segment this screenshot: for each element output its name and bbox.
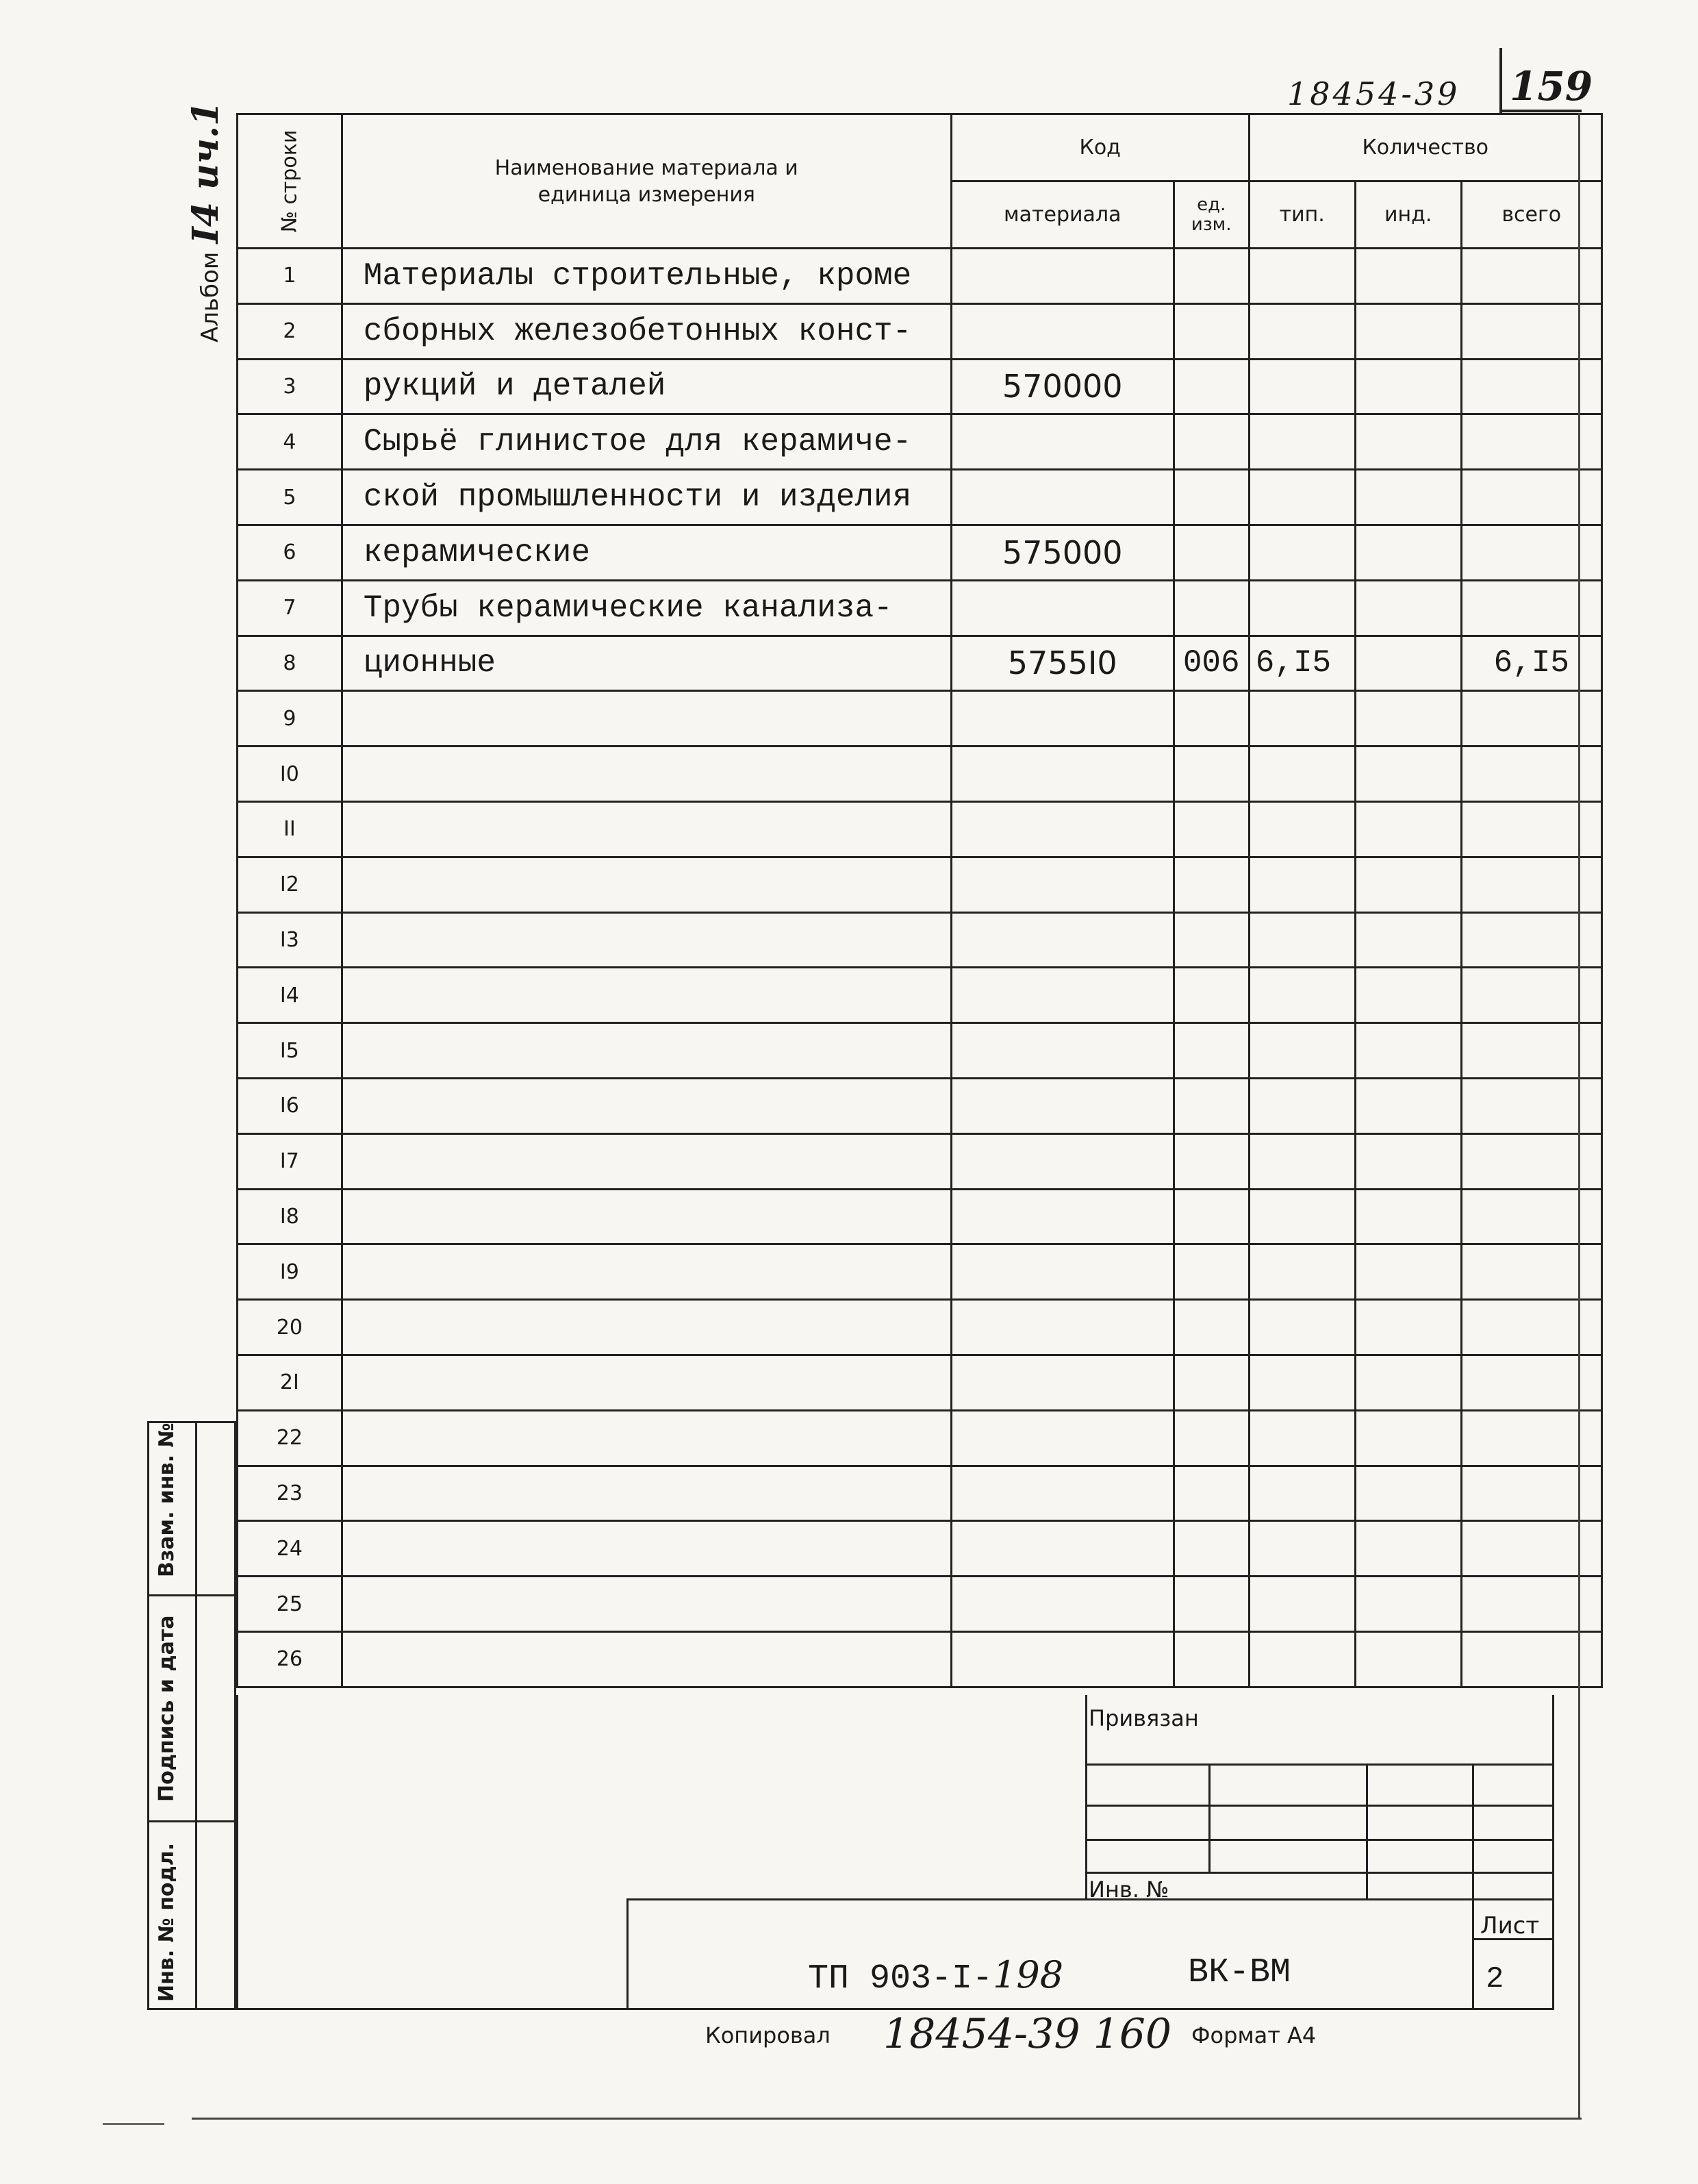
project-code-suffix: 198 xyxy=(993,1953,1064,1996)
material-code-cell xyxy=(951,1133,1174,1189)
qty-typical-cell xyxy=(1249,801,1355,857)
unit-code-cell xyxy=(1174,912,1249,968)
table-row xyxy=(238,1466,1602,1521)
qty-typical-cell xyxy=(1249,857,1355,912)
material-name-cell: рукций и деталей xyxy=(342,359,951,414)
material-code-cell xyxy=(951,303,1174,359)
qty-total-cell xyxy=(1461,1078,1601,1133)
qty-typical-cell: 6,I5 xyxy=(1249,636,1355,691)
materials-spec-table xyxy=(236,113,1603,1688)
unit-code-cell xyxy=(1174,580,1249,636)
qty-typical-cell xyxy=(1249,1300,1355,1355)
qty-individual-cell xyxy=(1355,1355,1461,1410)
unit-code-cell xyxy=(1174,801,1249,857)
material-code-cell xyxy=(951,1631,1174,1687)
material-code-cell xyxy=(951,249,1174,304)
unit-code-cell xyxy=(1174,1466,1249,1521)
row-number-cell: 25 xyxy=(238,1577,342,1632)
row-number-cell: 2 xyxy=(238,303,342,359)
material-code-cell: 5755I0 xyxy=(951,636,1174,691)
table-row xyxy=(238,1023,1602,1079)
tb-bound-left xyxy=(1085,1695,1087,1900)
tb-bound-row3 xyxy=(1085,1839,1554,1841)
qty-typical-cell xyxy=(1249,470,1355,525)
unit-code-cell xyxy=(1174,1078,1249,1133)
row-number-cell: I7 xyxy=(238,1133,342,1189)
side-cell-original-inv xyxy=(149,1820,234,2009)
qty-total-cell xyxy=(1461,414,1601,470)
inventory-number-label: Инв. № xyxy=(1089,1877,1169,1903)
table-row xyxy=(238,1078,1602,1133)
row-number-cell: 8 xyxy=(238,636,342,691)
side-cell-signature-date xyxy=(149,1594,234,1820)
qty-total-cell xyxy=(1461,249,1601,304)
row-number-cell: 20 xyxy=(238,1300,342,1355)
table-row xyxy=(238,691,1602,746)
unit-code-cell xyxy=(1174,1410,1249,1466)
row-number-cell: 23 xyxy=(238,1466,342,1521)
material-name-cell xyxy=(342,1521,951,1577)
qty-individual-cell xyxy=(1355,691,1461,746)
table-row xyxy=(238,249,1602,304)
qty-individual-cell xyxy=(1355,1300,1461,1355)
row-number-cell: 2I xyxy=(238,1355,342,1410)
qty-typical-cell xyxy=(1249,1466,1355,1521)
row-number-cell: 1 xyxy=(238,249,342,304)
page-number: 159 xyxy=(1510,63,1593,110)
material-code-cell xyxy=(951,801,1174,857)
material-name-cell xyxy=(342,691,951,746)
qty-individual-cell xyxy=(1355,746,1461,802)
row-number-cell: I8 xyxy=(238,1189,342,1244)
material-code-cell xyxy=(951,1410,1174,1466)
row-number-cell: 22 xyxy=(238,1410,342,1466)
qty-total-cell xyxy=(1461,1355,1601,1410)
row-number-cell: I0 xyxy=(238,746,342,802)
material-code-cell xyxy=(951,414,1174,470)
side-label-original-inv: Инв. № подл. xyxy=(155,1842,179,2002)
copied-by-value: 18454-39 160 xyxy=(883,2010,1172,2058)
row-number-cell: I4 xyxy=(238,968,342,1023)
unit-code-cell xyxy=(1174,359,1249,414)
table-row xyxy=(238,801,1602,857)
header-row-number-text: № строки xyxy=(277,129,302,233)
row-number-cell: I9 xyxy=(238,1244,342,1300)
unit-code-cell xyxy=(1174,1521,1249,1577)
row-number-cell: 24 xyxy=(238,1521,342,1577)
unit-code-cell xyxy=(1174,525,1249,580)
qty-individual-cell xyxy=(1355,636,1461,691)
side-cell-replacement-inv xyxy=(149,1423,234,1594)
unit-code-cell xyxy=(1174,968,1249,1023)
bound-label: Привязан xyxy=(1089,1705,1199,1731)
header-code-unit: ед. изм. xyxy=(1174,181,1249,249)
qty-typical-cell xyxy=(1249,1410,1355,1466)
header-qty-individual: инд. xyxy=(1355,181,1461,249)
material-name-cell xyxy=(342,1466,951,1521)
table-row xyxy=(238,1521,1602,1577)
material-name-cell: Трубы керамические канализа- xyxy=(342,580,951,636)
material-code-cell xyxy=(951,1300,1174,1355)
table-row xyxy=(238,359,1602,414)
unit-code-cell xyxy=(1174,1133,1249,1189)
material-code-cell: 570000 xyxy=(951,359,1174,414)
header-qty-typical: тип. xyxy=(1249,181,1355,249)
qty-typical-cell xyxy=(1249,746,1355,802)
qty-total-cell xyxy=(1461,1521,1601,1577)
qty-typical-cell xyxy=(1249,968,1355,1023)
qty-total-cell xyxy=(1461,691,1601,746)
material-name-cell xyxy=(342,912,951,968)
material-code-cell xyxy=(951,691,1174,746)
qty-total-cell xyxy=(1461,525,1601,580)
qty-individual-cell xyxy=(1355,470,1461,525)
unit-code-cell xyxy=(1174,1023,1249,1079)
qty-typical-cell xyxy=(1249,303,1355,359)
qty-individual-cell xyxy=(1355,1023,1461,1079)
qty-typical-cell xyxy=(1249,414,1355,470)
qty-typical-cell xyxy=(1249,249,1355,304)
material-name-cell xyxy=(342,1078,951,1133)
qty-total-cell xyxy=(1461,580,1601,636)
unit-code-cell xyxy=(1174,1300,1249,1355)
qty-typical-cell xyxy=(1249,580,1355,636)
unit-code-cell xyxy=(1174,1631,1249,1687)
row-number-cell: 7 xyxy=(238,580,342,636)
table-row xyxy=(238,525,1602,580)
material-name-cell: сборных железобетонных конст- xyxy=(342,303,951,359)
tb-stamp-left xyxy=(626,1898,629,2010)
section-code: ВК-ВМ xyxy=(1188,1953,1291,1992)
row-number-cell: 5 xyxy=(238,470,342,525)
material-code-cell xyxy=(951,1189,1174,1244)
table-row xyxy=(238,470,1602,525)
qty-individual-cell xyxy=(1355,1631,1461,1687)
header-quantity-group: Количество xyxy=(1249,114,1601,181)
qty-total-cell xyxy=(1461,1133,1601,1189)
qty-total-cell xyxy=(1461,801,1601,857)
table-row xyxy=(238,746,1602,802)
material-name-cell xyxy=(342,1577,951,1632)
album-label-value: I4 ич.1 xyxy=(185,101,227,244)
table-row xyxy=(238,1133,1602,1189)
header-code-group: Код xyxy=(951,114,1249,181)
unit-code-cell xyxy=(1174,470,1249,525)
material-code-cell xyxy=(951,912,1174,968)
material-code-cell xyxy=(951,857,1174,912)
tb-bound-row2 xyxy=(1085,1805,1554,1807)
material-name-cell xyxy=(342,968,951,1023)
qty-typical-cell xyxy=(1249,1521,1355,1577)
qty-total-cell xyxy=(1461,1410,1601,1466)
row-number-cell: 3 xyxy=(238,359,342,414)
row-number-cell: I5 xyxy=(238,1023,342,1079)
table-row xyxy=(238,1577,1602,1632)
material-code-cell xyxy=(951,1466,1174,1521)
tb-left-border xyxy=(236,1695,238,2010)
table-row xyxy=(238,1410,1602,1466)
table-row xyxy=(238,414,1602,470)
row-number-cell: I3 xyxy=(238,912,342,968)
header-code-material: материала xyxy=(951,181,1174,249)
qty-individual-cell xyxy=(1355,1410,1461,1466)
qty-individual-cell xyxy=(1355,912,1461,968)
qty-typical-cell xyxy=(1249,1189,1355,1244)
tb-bound-col2 xyxy=(1366,1763,1368,1900)
table-row xyxy=(238,857,1602,912)
material-name-cell: Сырьё глинистое для керамиче- xyxy=(342,414,951,470)
unit-code-cell xyxy=(1174,1577,1249,1632)
material-name-cell xyxy=(342,1355,951,1410)
tb-bound-row4 xyxy=(1085,1872,1554,1874)
material-name-cell xyxy=(342,1133,951,1189)
table-row xyxy=(238,1355,1602,1410)
qty-typical-cell xyxy=(1249,359,1355,414)
document-reference-number: 18454-39 xyxy=(1287,75,1460,112)
qty-total-cell xyxy=(1461,1189,1601,1244)
table-row xyxy=(238,636,1602,691)
table-row xyxy=(238,968,1602,1023)
qty-individual-cell xyxy=(1355,1078,1461,1133)
qty-individual-cell xyxy=(1355,1577,1461,1632)
qty-total-cell xyxy=(1461,303,1601,359)
table-row xyxy=(238,1244,1602,1300)
side-label-replacement-inv: Взам. инв. № xyxy=(155,1422,179,1577)
unit-code-cell xyxy=(1174,746,1249,802)
qty-individual-cell xyxy=(1355,1189,1461,1244)
row-number-cell: 6 xyxy=(238,525,342,580)
header-qty-total: всего xyxy=(1461,181,1601,249)
qty-typical-cell xyxy=(1249,1355,1355,1410)
row-number-cell: 26 xyxy=(238,1631,342,1687)
unit-code-cell xyxy=(1174,1189,1249,1244)
qty-individual-cell xyxy=(1355,359,1461,414)
qty-individual-cell xyxy=(1355,1521,1461,1577)
qty-typical-cell xyxy=(1249,691,1355,746)
unit-code-cell xyxy=(1174,691,1249,746)
material-name-cell: Материалы строительные, кроме xyxy=(342,249,951,304)
qty-individual-cell xyxy=(1355,249,1461,304)
qty-typical-cell xyxy=(1249,1023,1355,1079)
qty-typical-cell xyxy=(1249,1078,1355,1133)
sheet-number: 2 xyxy=(1486,1962,1504,1996)
qty-total-cell xyxy=(1461,1023,1601,1079)
qty-individual-cell xyxy=(1355,525,1461,580)
scan-right-edge xyxy=(1578,113,1580,2120)
row-number-cell: 4 xyxy=(238,414,342,470)
material-name-cell xyxy=(342,1244,951,1300)
qty-total-cell xyxy=(1461,746,1601,802)
unit-code-cell xyxy=(1174,1244,1249,1300)
qty-individual-cell xyxy=(1355,801,1461,857)
album-label xyxy=(185,96,226,342)
material-name-cell xyxy=(342,1300,951,1355)
unit-code-cell xyxy=(1174,249,1249,304)
unit-code-cell: 006 xyxy=(1174,636,1249,691)
scan-bottom-dash xyxy=(103,2123,164,2125)
project-code-prefix: ТП 903-I- xyxy=(808,1959,993,1998)
material-code-cell xyxy=(951,1577,1174,1632)
material-name-cell: керамические xyxy=(342,525,951,580)
qty-total-cell xyxy=(1461,1577,1601,1632)
qty-individual-cell xyxy=(1355,1133,1461,1189)
material-name-cell xyxy=(342,801,951,857)
material-name-cell xyxy=(342,1189,951,1244)
unit-code-cell xyxy=(1174,303,1249,359)
unit-code-cell xyxy=(1174,414,1249,470)
material-code-cell xyxy=(951,470,1174,525)
qty-total-cell xyxy=(1461,857,1601,912)
qty-individual-cell xyxy=(1355,580,1461,636)
qty-individual-cell xyxy=(1355,414,1461,470)
qty-typical-cell xyxy=(1249,525,1355,580)
table-row xyxy=(238,580,1602,636)
tb-bound-col1 xyxy=(1208,1763,1211,1872)
qty-total-cell xyxy=(1461,1631,1601,1687)
unit-code-cell xyxy=(1174,1355,1249,1410)
scan-bottom-edge xyxy=(192,2118,1582,2120)
qty-individual-cell xyxy=(1355,968,1461,1023)
material-code-cell xyxy=(951,1078,1174,1133)
qty-typical-cell xyxy=(1249,912,1355,968)
qty-total-cell xyxy=(1461,1300,1601,1355)
tb-bound-row1 xyxy=(1085,1763,1554,1766)
project-code xyxy=(808,1953,1063,1998)
table-row xyxy=(238,1300,1602,1355)
side-label-signature-date: Подпись и дата xyxy=(155,1615,179,1802)
material-code-cell xyxy=(951,1023,1174,1079)
material-code-cell xyxy=(951,1521,1174,1577)
qty-total-cell xyxy=(1461,470,1601,525)
qty-typical-cell xyxy=(1249,1133,1355,1189)
row-number-cell: 9 xyxy=(238,691,342,746)
table-row xyxy=(238,1631,1602,1687)
table-row xyxy=(238,303,1602,359)
material-name-cell xyxy=(342,1410,951,1466)
material-code-cell xyxy=(951,968,1174,1023)
tb-right-border xyxy=(1552,1695,1554,2010)
header-material-name: Наименование материала и единица измерения xyxy=(342,114,951,249)
corner-frame-horizontal xyxy=(1499,110,1582,112)
qty-individual-cell xyxy=(1355,1244,1461,1300)
material-name-cell: ционные xyxy=(342,636,951,691)
table-row xyxy=(238,912,1602,968)
qty-total-cell: 6,I5 xyxy=(1461,636,1601,691)
material-name-cell xyxy=(342,1023,951,1079)
material-name-cell xyxy=(342,857,951,912)
material-name-cell xyxy=(342,746,951,802)
qty-individual-cell xyxy=(1355,857,1461,912)
qty-total-cell xyxy=(1461,1466,1601,1521)
material-code-cell: 575000 xyxy=(951,525,1174,580)
paper-format-label: Формат А4 xyxy=(1191,2022,1317,2048)
row-number-cell: I2 xyxy=(238,857,342,912)
qty-individual-cell xyxy=(1355,303,1461,359)
unit-code-cell xyxy=(1174,857,1249,912)
qty-total-cell xyxy=(1461,912,1601,968)
side-stamp-strip xyxy=(147,1421,236,2010)
copied-by-label: Копировал xyxy=(705,2022,831,2048)
qty-total-cell xyxy=(1461,1244,1601,1300)
qty-total-cell xyxy=(1461,968,1601,1023)
side-strip-divider xyxy=(195,1421,197,2010)
sheet-label: Лист xyxy=(1480,1912,1540,1940)
material-name-cell: ской промышленности и изделия xyxy=(342,470,951,525)
qty-typical-cell xyxy=(1249,1244,1355,1300)
corner-frame-vertical xyxy=(1499,48,1502,113)
qty-individual-cell xyxy=(1355,1466,1461,1521)
qty-typical-cell xyxy=(1249,1577,1355,1632)
tb-bound-col3 xyxy=(1472,1763,1474,2010)
row-number-cell: II xyxy=(238,801,342,857)
material-code-cell xyxy=(951,746,1174,802)
qty-total-cell xyxy=(1461,359,1601,414)
material-code-cell xyxy=(951,580,1174,636)
table-row xyxy=(238,1189,1602,1244)
qty-typical-cell xyxy=(1249,1631,1355,1687)
header-row-number xyxy=(238,114,342,249)
material-code-cell xyxy=(951,1244,1174,1300)
row-number-cell: I6 xyxy=(238,1078,342,1133)
material-code-cell xyxy=(951,1355,1174,1410)
album-label-text: Альбом xyxy=(197,251,224,342)
material-name-cell xyxy=(342,1631,951,1687)
